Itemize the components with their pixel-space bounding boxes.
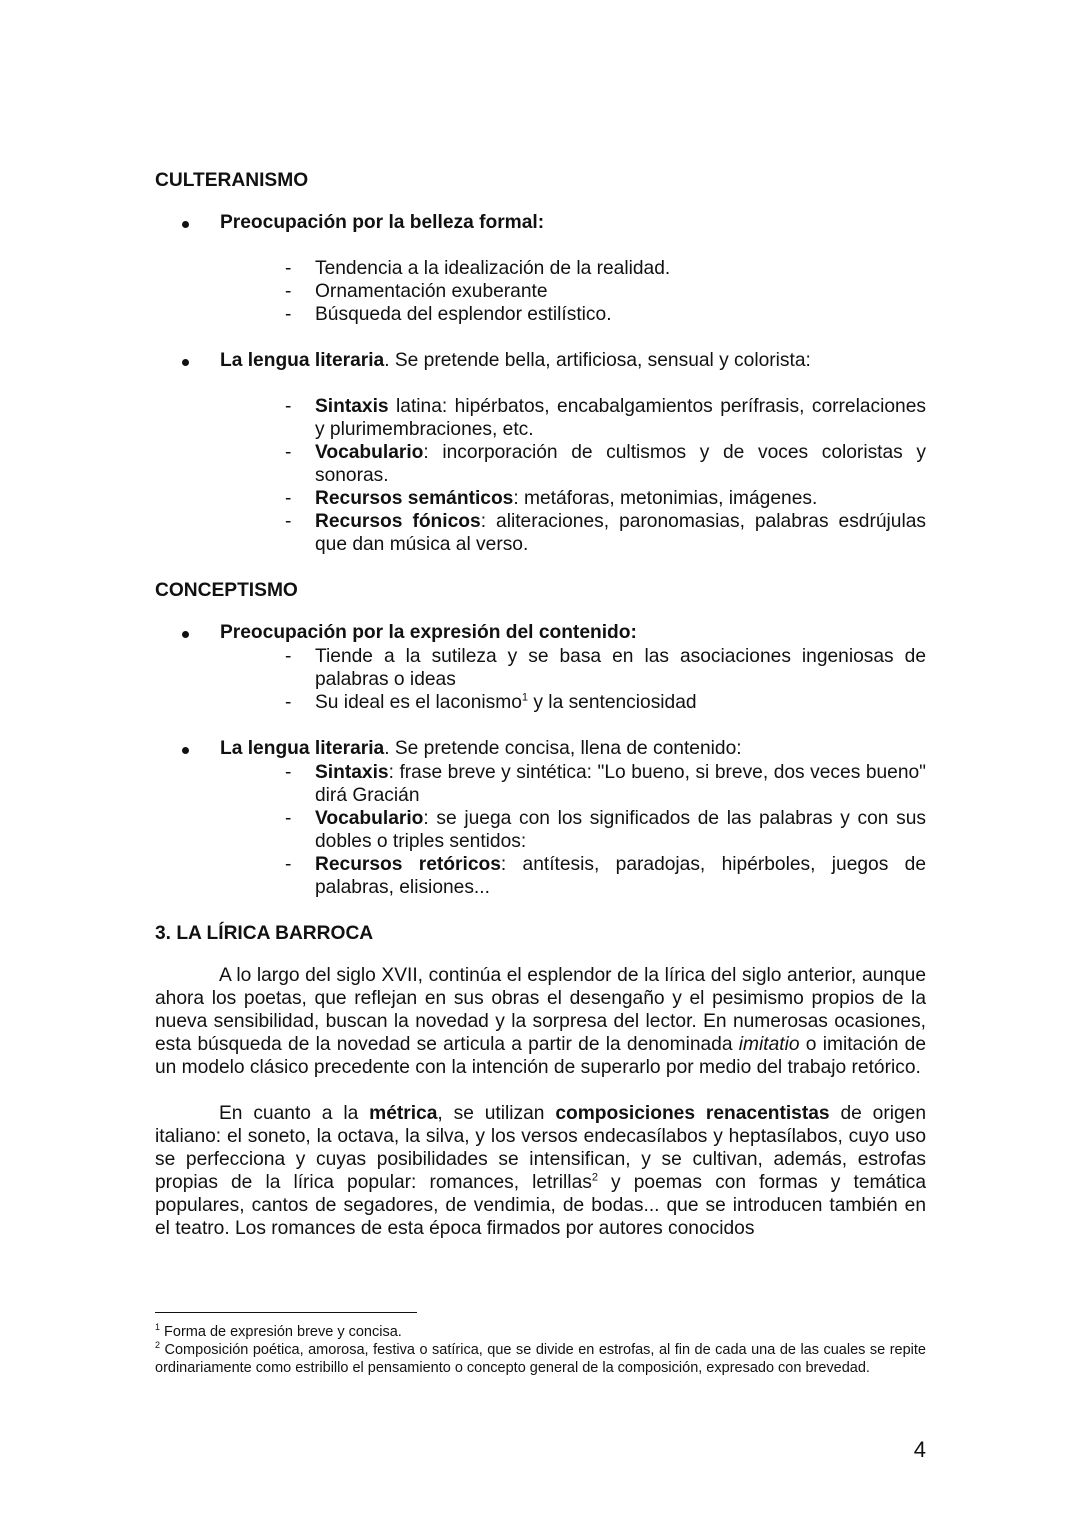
list-item: - Su ideal es el laconismo$^1$ y la sentenciosidad	[315, 691, 926, 714]
culteranismo-bullet-belleza	[155, 211, 926, 326]
dash-list	[220, 761, 926, 899]
list-item: - Vocabulario: se juega con los significados de las palabras y con sus dobles o triples sentidos:	[315, 807, 926, 853]
footnote-1: $^1$ Forma de expresión breve y concisa.	[155, 1322, 402, 1340]
footnote-separator	[155, 1312, 417, 1313]
footnotes	[155, 1312, 926, 1377]
list-item: - Vocabulario: incorporación de cultismos y de voces coloristas y sonoras.	[315, 441, 926, 487]
bullet-dot	[182, 359, 189, 366]
list-item: - Tendencia a la idealización de la realidad.	[315, 257, 926, 280]
bullet-dot	[182, 631, 189, 638]
list-item: - Recursos semánticos: metáforas, metonimias, imágenes.	[315, 487, 926, 510]
dash-list	[220, 395, 926, 556]
bullet-heading: La lengua literaria. Se pretende bella, artificiosa, sensual y colorista:	[220, 350, 811, 371]
conceptismo-heading: CONCEPTISMO	[155, 580, 298, 601]
bullet-heading: Preocupación por la belleza formal:	[220, 212, 545, 233]
list-item: - Recursos fónicos: aliteraciones, paronomasias, palabras esdrújulas que dan música al verso.	[315, 510, 926, 556]
list-item: - Sintaxis: frase breve y sintética: "Lo bueno, si breve, dos veces bueno" dirá Gracián	[315, 761, 926, 807]
list-item: - Tiende a la sutileza y se basa en las asociaciones ingeniosas de palabras o ideas	[315, 645, 926, 691]
page-number: 4	[913, 1437, 926, 1462]
paragraph: A lo largo del siglo XVII, continúa el esplendor de la lírica del siglo anterior, aunque ahora los poetas, que reflejan en sus obras el desengaño y el pesimismo propios de la nueva sensibilidad, buscan la novedad y la sorpresa del lector. En numerosas ocasiones, esta búsqueda de la novedad se articula a partir de la denominada imitatio o imitación de un modelo clásico precedente con la intención de superarlo por medio del trabajo retórico.	[155, 965, 926, 1078]
bullet-dot	[182, 221, 189, 228]
culteranismo-heading: CULTERANISMO	[155, 170, 309, 191]
list-item: - Búsqueda del esplendor estilístico.	[315, 303, 926, 326]
conceptismo-bullet-expresion	[155, 621, 926, 714]
dash-list	[220, 257, 926, 326]
bullet-heading: La lengua literaria. Se pretende concisa, llena de contenido:	[220, 738, 742, 759]
lirica-barroca-heading: 3. LA LÍRICA BARROCA	[155, 923, 374, 944]
bullet-heading: Preocupación por la expresión del contenido:	[220, 622, 637, 643]
conceptismo-bullet-lengua	[155, 737, 926, 899]
paragraph: En cuanto a la métrica, se utilizan composiciones renacentistas de origen italiano: el soneto, la octava, la silva, y los versos endecasílabos y heptasílabos, cuyo uso se perfecciona y cuyas posibilidades se intensifican, y se cultivan, además, estrofas propias de la lírica popular: romances, letrillas$^2$ y poemas con formas y temática populares, cantos de segadores, de vendimia, de bodas... que se introducen también en el teatro. Los romances de esta época firmados por autores conocidos	[155, 1103, 927, 1239]
list-item: - Sintaxis latina: hipérbatos, encabalgamientos perífrasis, correlaciones y plurimembraciones, etc.	[315, 395, 926, 441]
culteranismo-bullet-lengua	[155, 349, 926, 556]
footnote-2: $^2$ Composición poética, amorosa, festiva o satírica, que se divide en estrofas, al fin de cada una de las cuales se repite ordinariamente como estribillo el pensamiento o concepto general de la composición, expresado con brevedad.	[155, 1340, 926, 1376]
page-body	[155, 166, 926, 1240]
dash-list	[220, 645, 926, 714]
bullet-dot	[182, 747, 189, 754]
list-item: - Ornamentación exuberante	[315, 280, 926, 303]
list-item: - Recursos retóricos: antítesis, paradojas, hipérboles, juegos de palabras, elisiones...	[315, 853, 926, 899]
